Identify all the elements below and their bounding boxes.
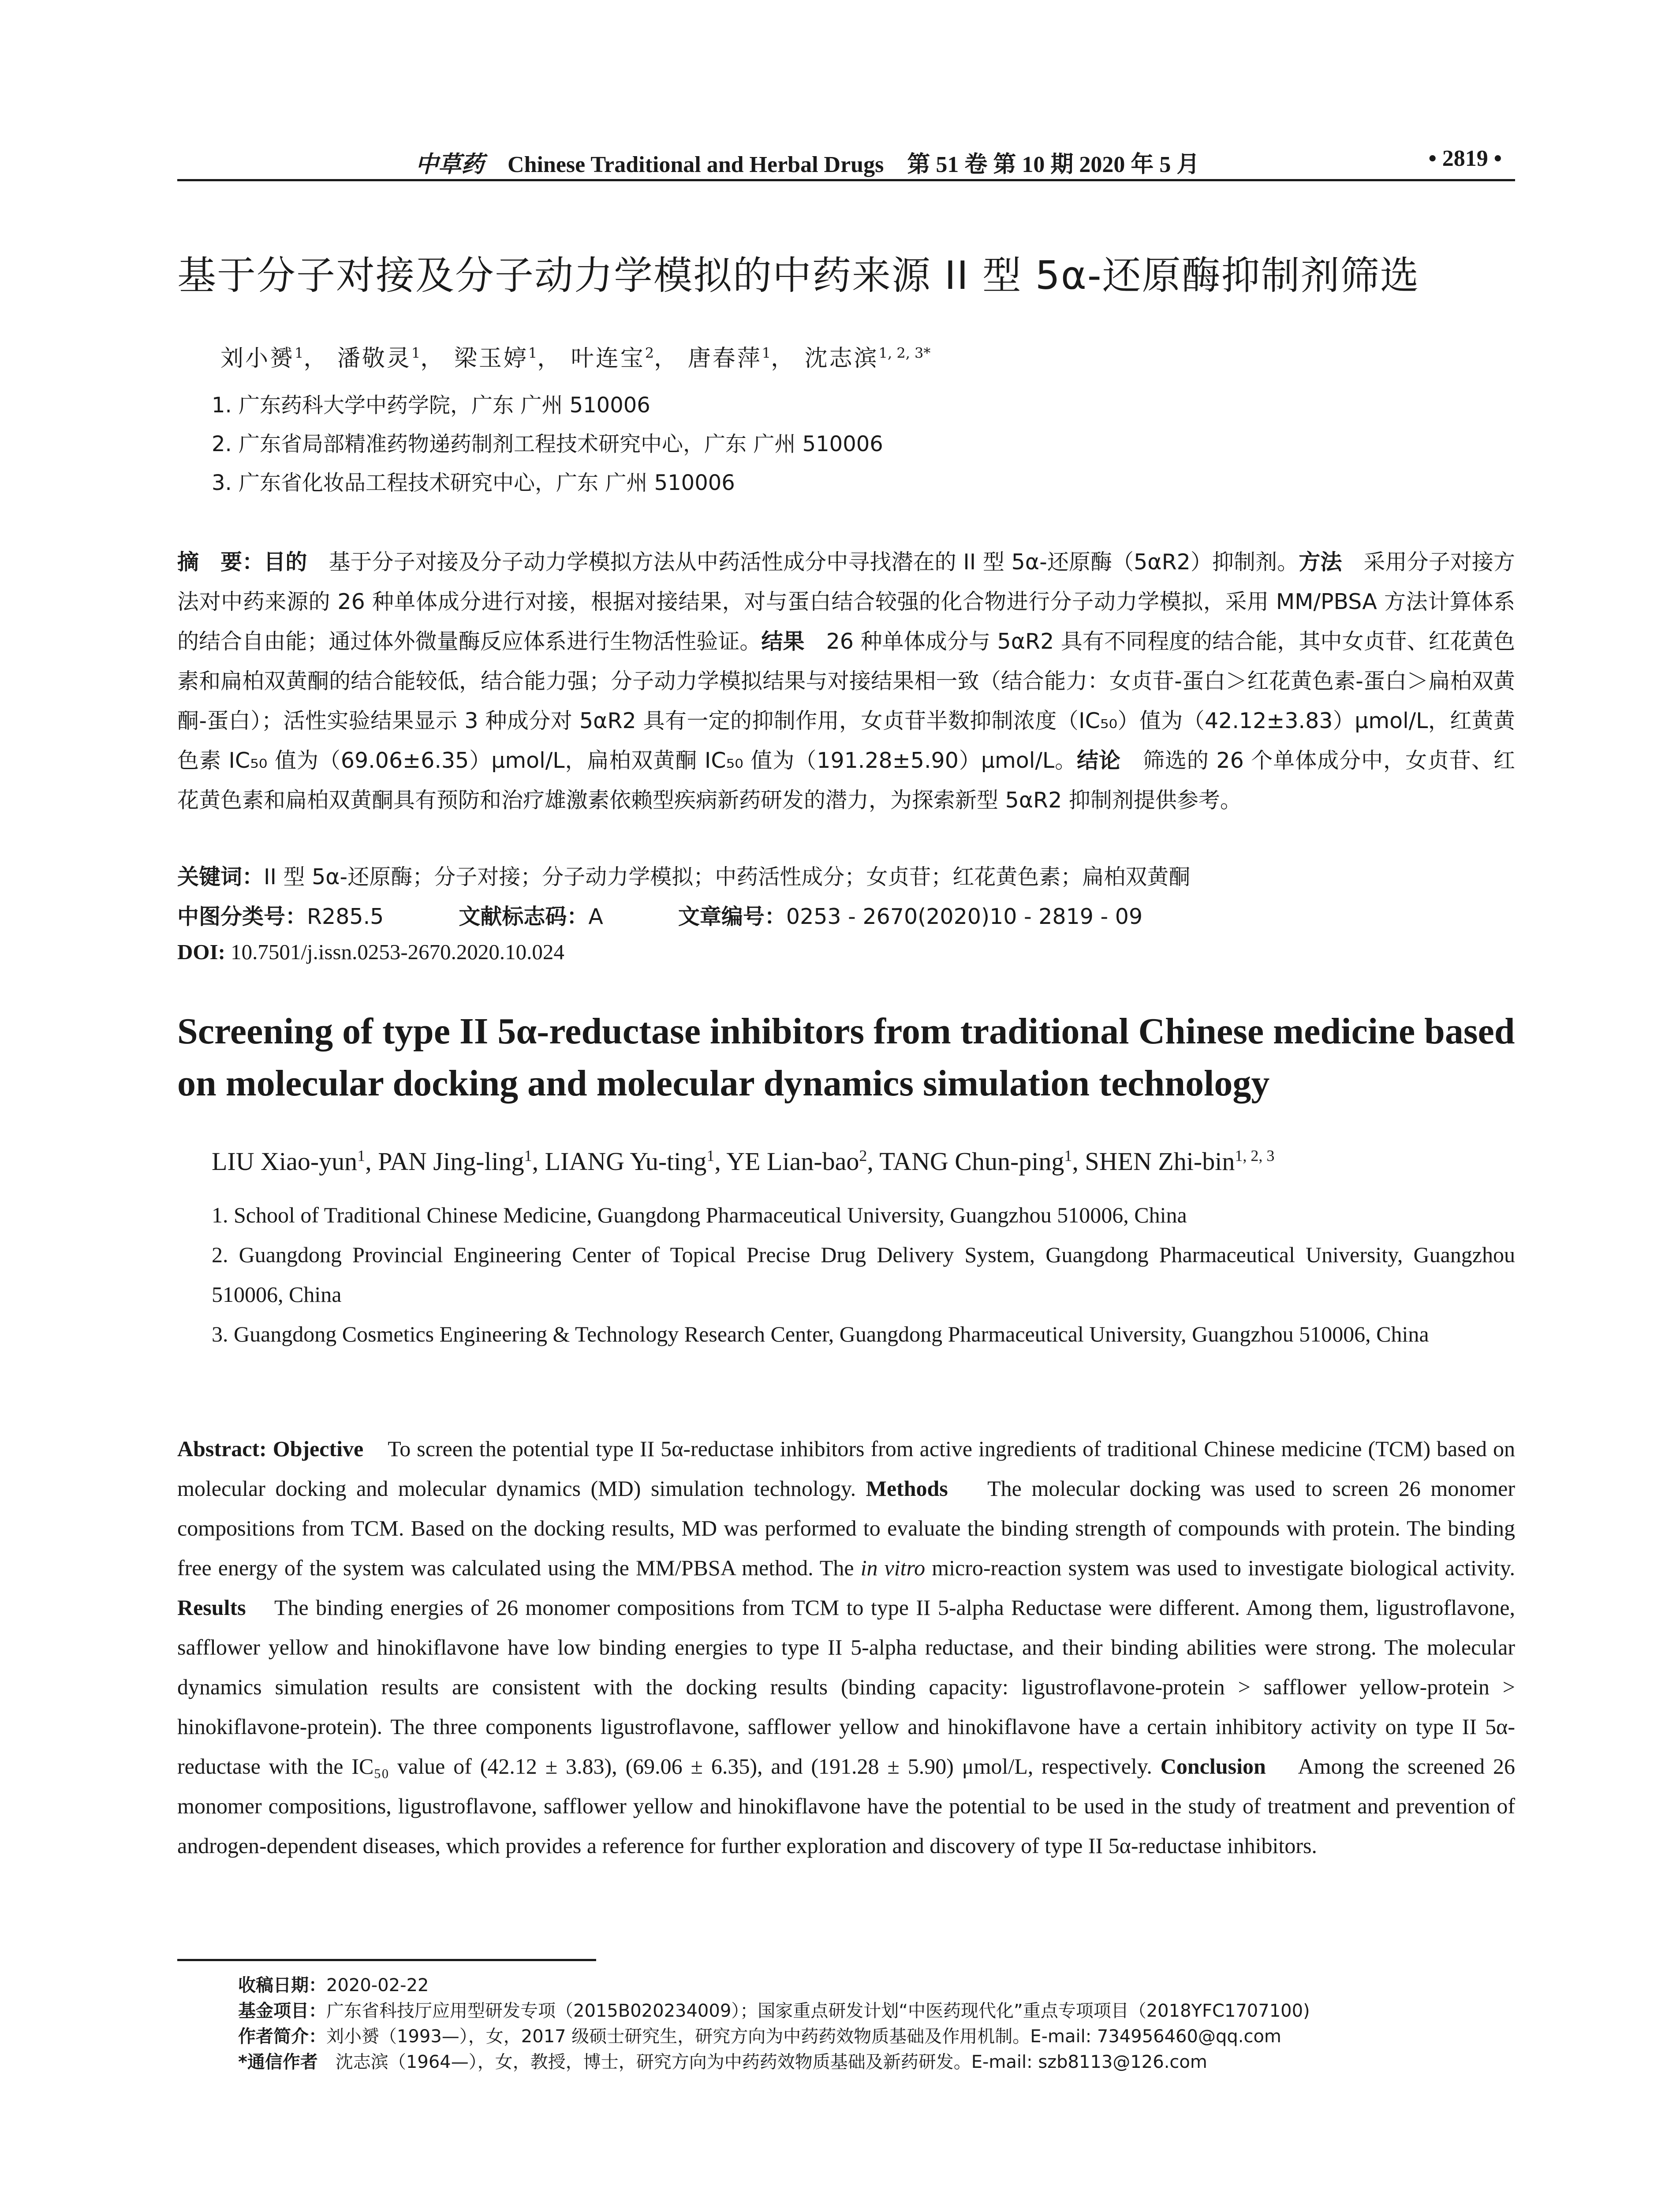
author-en: LIU Xiao-yun$^1$,	[212, 1147, 378, 1176]
affiliation-en: 1. School of Traditional Chinese Medicine, Guangdong Pharmaceutical University, Guangzhou 510006, China	[212, 1203, 1187, 1227]
header-journal	[415, 146, 1199, 179]
classification-line: 中图分类号：R285.5 文献标志码：A 文章编号：0253 - 2670(2020)10 - 2819 - 09	[177, 904, 1143, 929]
journal-logo-cn: 中草药	[415, 151, 485, 178]
page-number: • 2819 •	[1428, 146, 1502, 171]
footnote-author: 作者简介：刘小赟（1993—），女，2017 级硕士研究生，研究方向为中药药效物质基础及作用机制。E-mail: 734956460@qq.com	[238, 2026, 1281, 2047]
authors-en	[212, 1147, 1274, 1176]
author-cn: 沈志滨$^{1, 2, 3*}$	[804, 344, 931, 372]
title-cn: 基于分子对接及分子动力学模拟的中药来源 II 型 5α-还原酶抑制剂筛选	[177, 253, 1420, 298]
authors-cn	[220, 340, 930, 373]
author-cn: 唐春萍$^1$，	[687, 344, 796, 372]
footnote-rule	[177, 1959, 596, 1961]
affiliation-en: 2. Guangdong Provincial Engineering Center of Topical Precise Drug Delivery System, Guangdong Pharmaceutical University, Guangzhou 510006, China	[212, 1242, 1515, 1307]
author-en: TANG Chun-ping$^1$,	[879, 1147, 1085, 1176]
affiliation-cn: 3. 广东省化妆品工程技术研究中心，广东 广州 510006	[212, 471, 735, 495]
title-en: Screening of type II 5α-reductase inhibitors from traditional Chinese medicine based on molecular docking and molecular dynamics simulation technology	[177, 1011, 1515, 1104]
author-en: SHEN Zhi-bin$^{1, 2, 3}$	[1085, 1147, 1275, 1176]
author-cn: 梁玉婷$^1$，	[454, 344, 562, 372]
keywords-cn: 关键词：II 型 5α-还原酶；分子对接；分子动力学模拟；中药活性成分；女贞苷；红花黄色素；扁柏双黄酮	[177, 864, 1191, 889]
author-cn: 潘敬灵$^1$，	[337, 344, 445, 372]
author-en: LIANG Yu-ting$^1$,	[545, 1147, 727, 1176]
author-en: PAN Jing-ling$^1$,	[378, 1147, 545, 1176]
affiliation-en: 3. Guangdong Cosmetics Engineering & Technology Research Center, Guangdong Pharmaceutical University, Guangzhou 510006, China	[212, 1322, 1429, 1346]
author-cn: 叶连宝$^2$，	[571, 344, 679, 372]
journal-name-en: Chinese Traditional and Herbal Drugs	[508, 152, 884, 177]
running-header	[177, 140, 1515, 181]
footnote-corresponding: *通信作者 沈志滨（1964—），女，教授，博士，研究方向为中药药效物质基础及新药研发。E-mail: szb8113@126.com	[238, 2052, 1207, 2072]
author-en: YE Lian-bao$^2$,	[726, 1147, 880, 1176]
affiliation-cn: 2. 广东省局部精准药物递药制剂工程技术研究中心，广东 广州 510006	[212, 432, 883, 456]
footnote-received: 收稿日期：2020-02-22	[238, 1975, 429, 1996]
affiliation-cn: 1. 广东药科大学中药学院，广东 广州 510006	[212, 393, 650, 418]
footnote-fund: 基金项目：广东省科技厅应用型研发专项（2015B020234009）；国家重点研发计划“中医药现代化”重点专项项目（2018YFC1707100)	[238, 2001, 1310, 2021]
abstract-cn: 摘 要：目的 基于分子对接及分子动力学模拟方法从中药活性成分中寻找潜在的 II 型 5α-还原酶（5αR2）抑制剂。方法 采用分子对接方法对中药来源的 26 种单体成分进行对接，根据对接结果，对与蛋白结合较强的化合物进行分子动力学模拟，采用 MM/PBSA 方法计算体系的结合自由能；通过体外微量酶反应体系进行生物活性验证。结果 26 种单体成分与 5αR2 具有不同程度的结合能，其中女贞苷、红花黄色素和扁柏双黄酮的结合能较低，结合能力强；分子动力学模拟结果与对接结果相一致（结合能力：女贞苷-蛋白＞红花黄色素-蛋白＞扁柏双黄酮-蛋白）；活性实验结果显示 3 种成分对 5αR2 具有一定的抑制作用，女贞苷半数抑制浓度（IC₅₀）值为（42.12±3.83）μmol/L，红黄黄色素 IC₅₀ 值为（69.06±6.35）μmol/L，扁柏双黄酮 IC₅₀ 值为（191.28±5.90）μmol/L。结论 筛选的 26 个单体成分中，女贞苷、红花黄色素和扁柏双黄酮具有预防和治疗雄激素依赖型疾病新药研发的潜力，为探索新型 5αR2 抑制剂提供参考。	[177, 549, 1515, 813]
author-cn: 刘小赟$^1$，	[220, 344, 329, 372]
abstract-en: Abstract: Objective To screen the potential type II 5α-reductase inhibitors from active ingredients of traditional Chinese medicine (TCM) based on molecular docking and molecular dynamics (MD) simulation technology. Methods The molecular docking was used to screen 26 monomer compositions from TCM. Based on the docking results, MD was performed to evaluate the binding strength of compounds with protein. The binding free energy of the system was calculated using the MM/PBSA method. The in vitro micro-reaction system was used to investigate biological activity. Results The binding energies of 26 monomer compositions from TCM to type II 5-alpha Reductase were different. Among them, ligustroflavone, safflower yellow and hinokiflavone have low binding energies to type II 5-alpha reductase, and their binding abilities were strong. The molecular dynamics simulation results are consistent with the docking results (binding capacity: ligustroflavone-protein > safflower yellow-protein > hinokiflavone-protein). The three components ligustroflavone, safflower yellow and hinokiflavone have a certain inhibitory activity on type II 5α-reductase with the IC₅₀ value of (42.12 ± 3.83), (69.06 ± 6.35), and (191.28 ± 5.90) μmol/L, respectively. Conclusion Among the screened 26 monomer compositions, ligustroflavone, safflower yellow and hinokiflavone have the potential to be used in the study of treatment and prevention of androgen-dependent diseases, which provides a reference for further exploration and discovery of type II 5α-reductase inhibitors.	[177, 1436, 1516, 1858]
journal-issue: 第 51 卷 第 10 期 2020 年 5 月	[907, 152, 1200, 177]
doi-line: DOI: 10.7501/j.issn.0253-2670.2020.10.024	[177, 940, 564, 964]
